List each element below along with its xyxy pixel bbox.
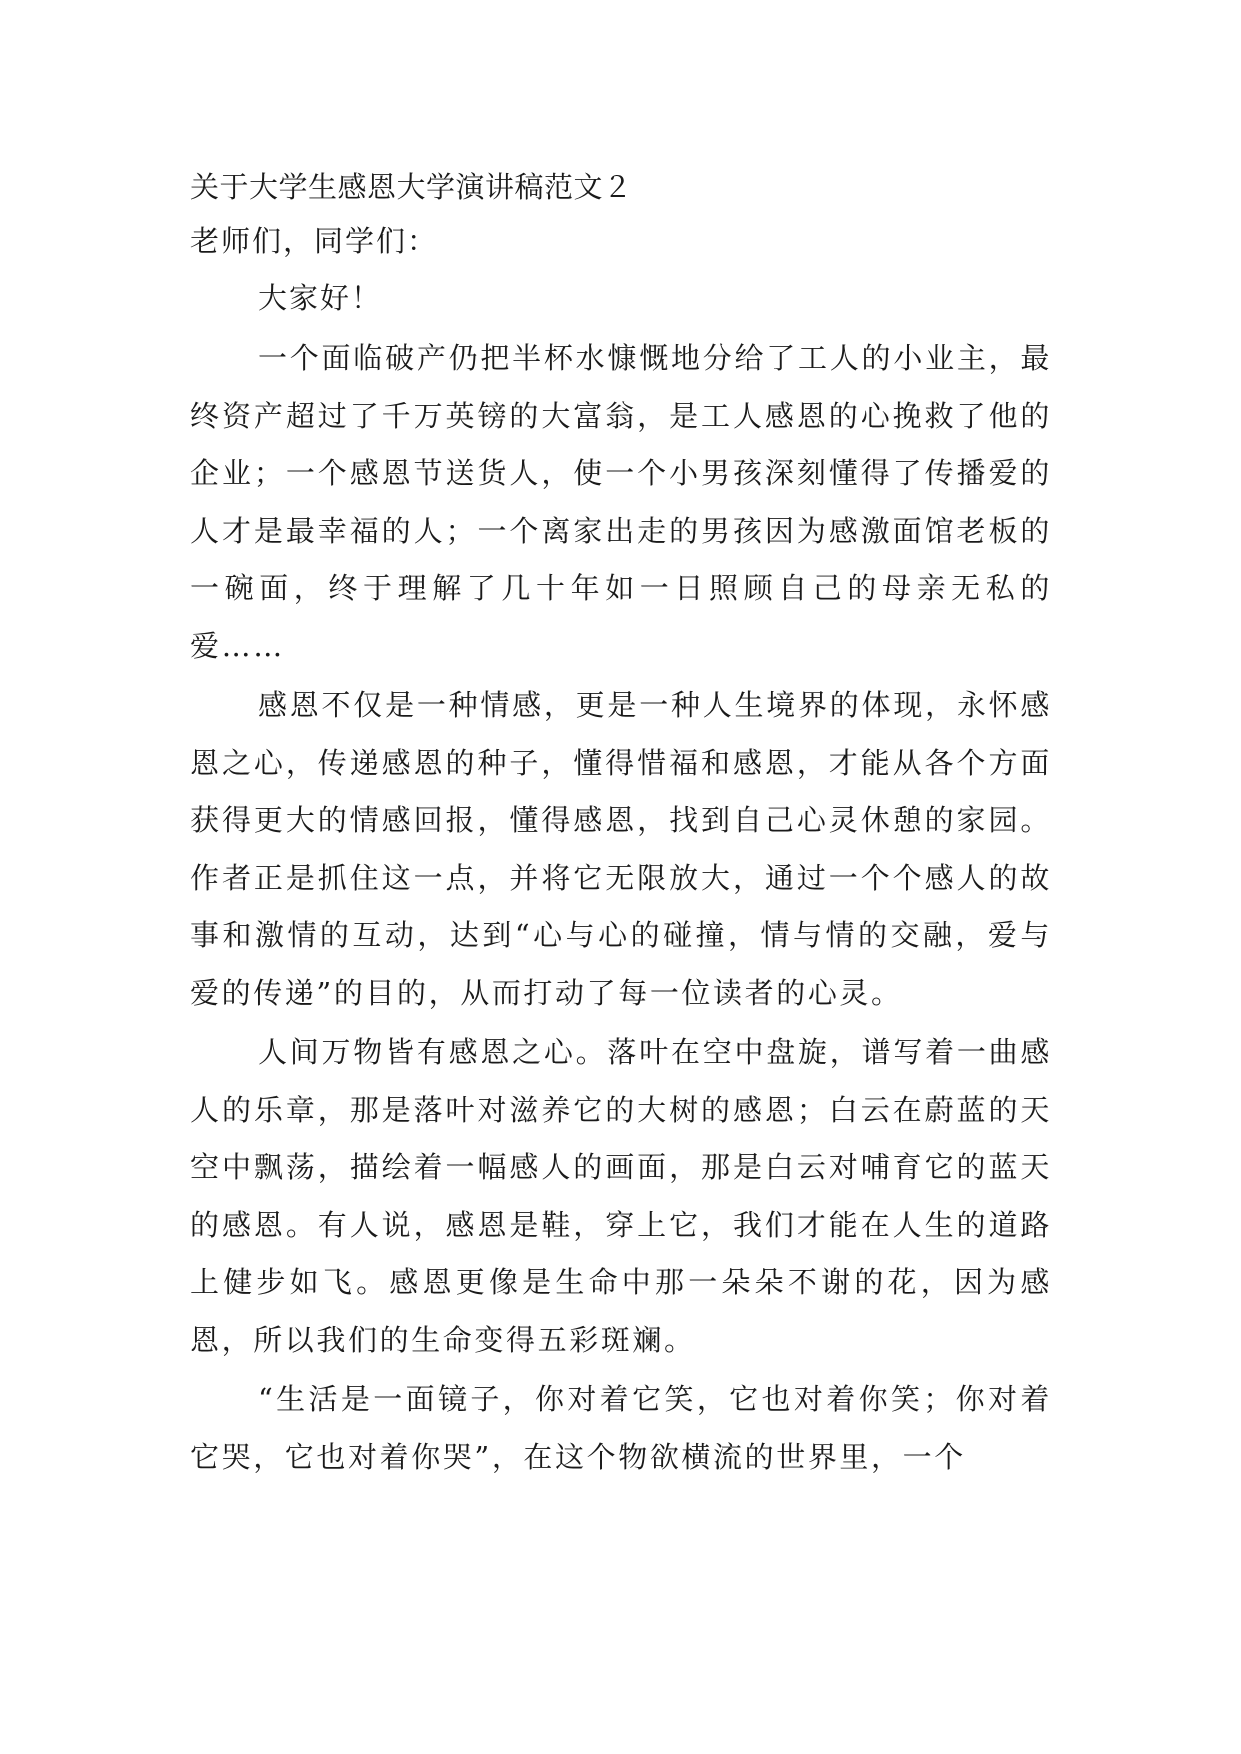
greeting: 大家好！ xyxy=(258,281,383,315)
paragraph-4: “生活是一面镜子，你对着它笑，它也对着你笑；你对着它哭，它也对着你哭”，在这个物欲横流的世界里，一个 xyxy=(190,1382,1052,1474)
salutation: 老师们，同学们： xyxy=(190,224,439,258)
document-title: 关于大学生感恩大学演讲稿范文２ xyxy=(190,170,633,204)
paragraph-3: 人间万物皆有感恩之心。落叶在空中盘旋，谱写着一曲感人的乐章，那是落叶对滋养它的大树的感恩；白云在蔚蓝的天空中飘荡，描绘着一幅感人的画面，那是白云对哺育它的蓝天的感恩。有人说，感恩是鞋，穿上它，我们才能在人生的道路上健步如飞。感恩更像是生命中那一朵朵不谢的花，因为感恩，所以我们的生命变得五彩斑斓。 xyxy=(190,1035,1052,1357)
paragraph-2: 感恩不仅是一种情感，更是一种人生境界的体现，永怀感恩之心，传递感恩的种子，懂得惜福和感恩，才能从各个方面获得更大的情感回报，懂得感恩，找到自己心灵休憩的家园。作者正是抓住这一点，并将它无限放大，通过一个个感人的故事和激情的互动，达到“心与心的碰撞，情与情的交融，爱与爱的传递”的目的，从而打动了每一位读者的心灵。 xyxy=(190,688,1052,1010)
document-body xyxy=(190,160,1052,1486)
paragraph-1: 一个面临破产仍把半杯水慷慨地分给了工人的小业主，最终资产超过了千万英镑的大富翁，是工人感恩的心挽救了他的企业；一个感恩节送货人，使一个小男孩深刻懂得了传播爱的人才是最幸福的人；一个离家出走的男孩因为感激面馆老板的一碗面，终于理解了几十年如一日照顾自己的母亲无私的爱…… xyxy=(190,341,1052,663)
